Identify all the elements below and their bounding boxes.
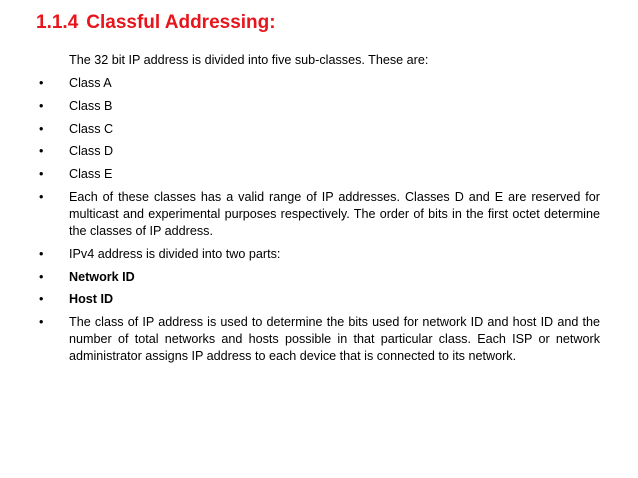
- list-item-text: Class E: [69, 167, 113, 182]
- list-item-text: Each of these classes has a valid range of IP addresses. Classes D and E are reserved for multicast and experimental purposes respectively. The order of bits in the first octet determine the classes of IP address.: [69, 189, 600, 238]
- list-item-text: Class D: [69, 144, 114, 159]
- list-item: [0, 291, 638, 308]
- list-item: [0, 121, 638, 138]
- slide-body: [0, 52, 638, 371]
- list-item: [0, 189, 638, 240]
- section-title-text: Classful Addressing:: [86, 12, 276, 33]
- bullet-icon: •: [39, 246, 44, 261]
- list-item-text: Class C: [69, 121, 114, 136]
- list-item: [0, 314, 638, 365]
- list-item-text: Host ID: [69, 292, 114, 307]
- list-item-text: Network ID: [69, 269, 135, 284]
- list-item-text: The class of IP address is used to determine the bits used for network ID and host ID and the number of total networks and hosts possible in that particular class. Each ISP or network administrator assigns IP address to each device that is connected to its network.: [69, 315, 600, 364]
- bullet-icon: •: [39, 269, 44, 284]
- bullet-icon: •: [39, 121, 44, 136]
- list-item: [0, 98, 638, 115]
- list-item-text: Class B: [69, 98, 113, 113]
- list-item: [0, 75, 638, 92]
- list-item: [0, 166, 638, 183]
- bullet-icon: •: [39, 189, 44, 204]
- bullet-icon: •: [39, 315, 44, 330]
- bullet-icon: •: [39, 167, 44, 182]
- bullet-icon: •: [39, 76, 44, 90]
- bullet-icon: •: [39, 292, 44, 307]
- list-item: [0, 246, 638, 263]
- bullet-icon: •: [39, 144, 44, 159]
- list-item: [0, 143, 638, 160]
- list-item: [0, 269, 638, 286]
- bullet-list: [0, 75, 638, 365]
- page-title: [36, 12, 276, 34]
- list-item-text: IPv4 address is divided into two parts:: [69, 246, 281, 261]
- section-number: 1.1.4: [36, 12, 79, 33]
- bullet-icon: •: [39, 98, 44, 113]
- intro-text: The 32 bit IP address is divided into five sub-classes. These are:: [69, 53, 429, 67]
- list-item-text: Class A: [69, 76, 112, 90]
